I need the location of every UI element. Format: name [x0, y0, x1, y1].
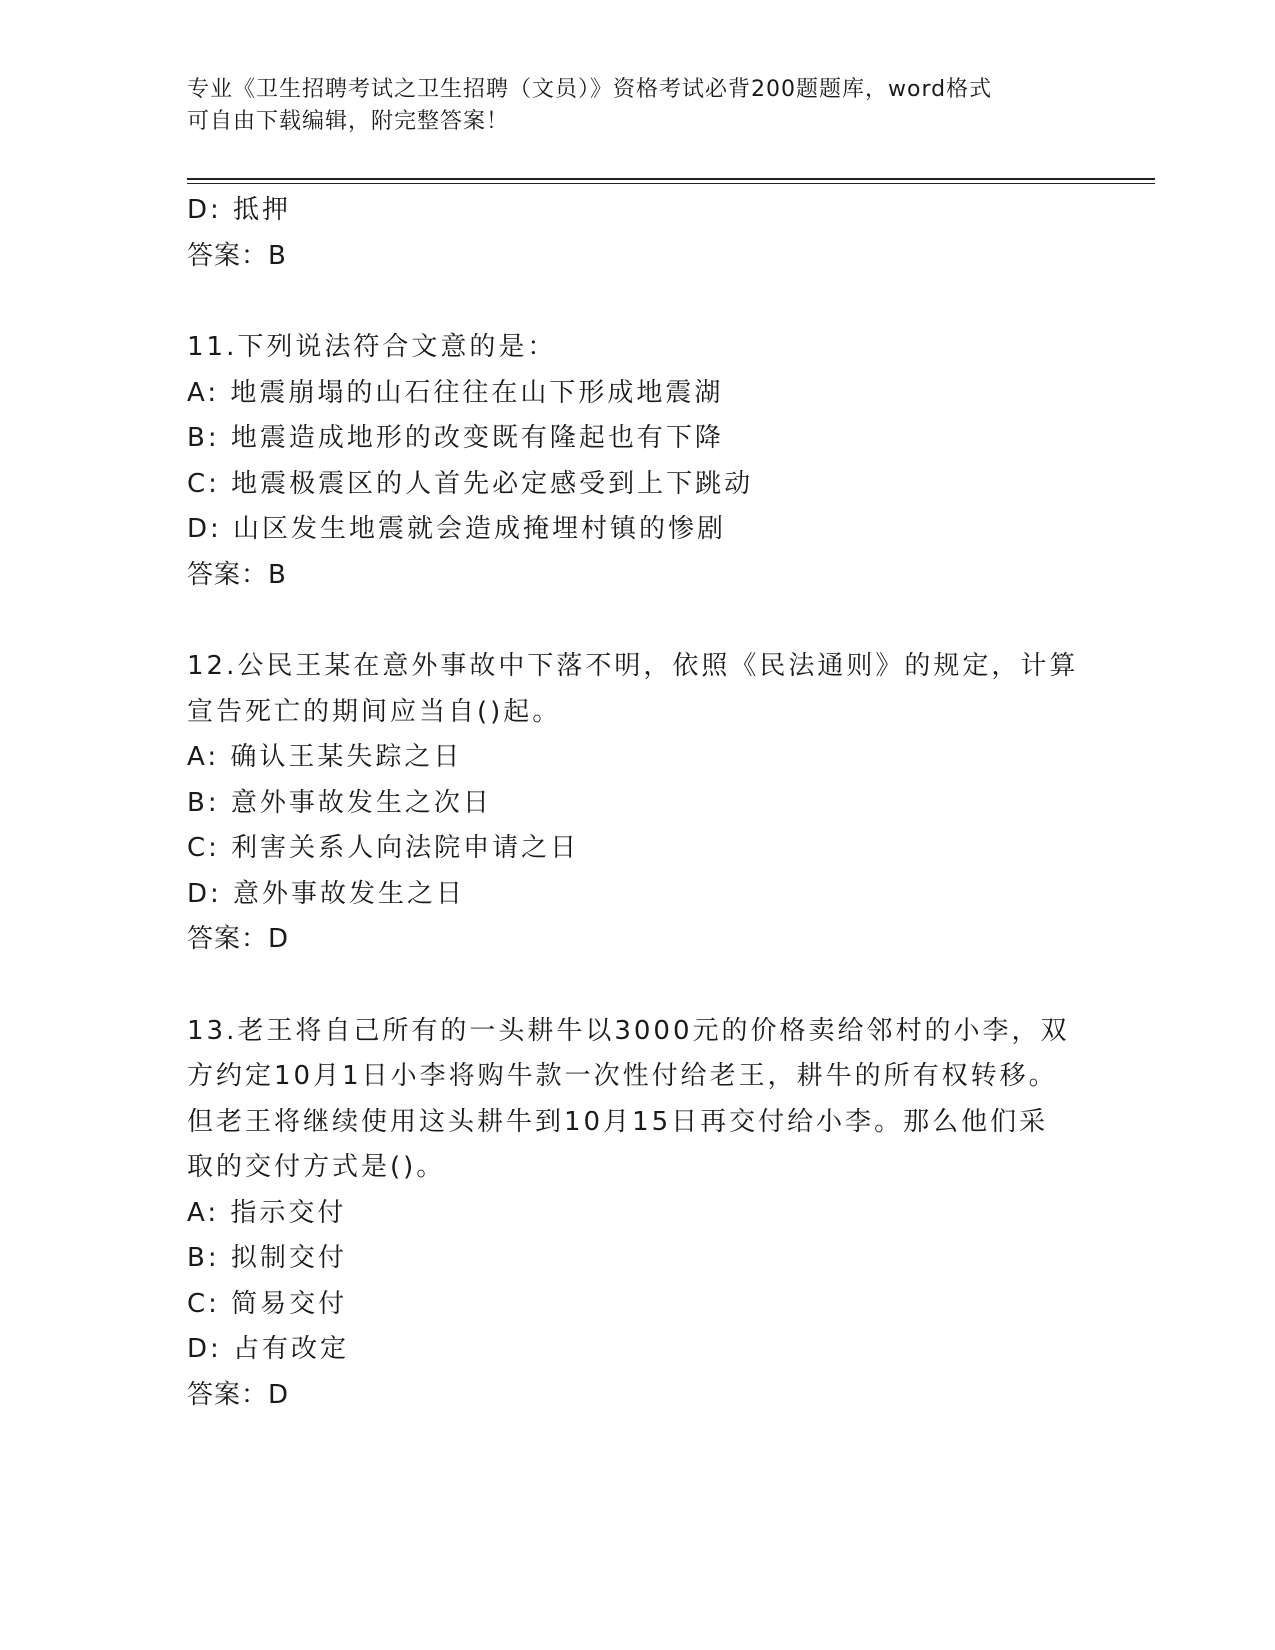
option-d: D: 山区发生地震就会造成掩埋村镇的惨剧	[187, 514, 727, 544]
spacer	[187, 279, 1087, 325]
answer: 答案：B	[187, 559, 287, 590]
option-b: B: 意外事故发生之次日	[187, 787, 492, 818]
option-a: A: 指示交付	[187, 1197, 347, 1228]
question-stem: 12.公民王某在意外事故中下落不明，依照《民法通则》的规定，计算	[187, 651, 1079, 681]
option-d: D: 意外事故发生之日	[187, 878, 466, 909]
question-13	[187, 1009, 1087, 1419]
option-b: B: 拟制交付	[187, 1243, 347, 1273]
question-10-tail	[187, 188, 1087, 279]
question-stem: 11.下列说法符合文意的是：	[187, 332, 557, 362]
option-a: A: 地震崩塌的山石往往在山下形成地震湖	[187, 377, 724, 408]
option-a: A: 确认王某失踪之日	[187, 742, 463, 772]
question-stem-cont: 但老王将继续使用这头耕牛到10月15日再交付给小李。那么他们采	[187, 1106, 1049, 1137]
question-12	[187, 644, 1087, 963]
question-11	[187, 325, 1087, 598]
document-body	[187, 188, 1087, 1418]
document-header	[187, 74, 1067, 138]
option-b: B: 地震造成地形的改变既有隆起也有下降	[187, 423, 724, 453]
header-rule-thin	[187, 183, 1155, 184]
question-stem-cont: 取的交付方式是()。	[187, 1152, 446, 1182]
option-c: C: 利害关系人向法院申请之日	[187, 833, 580, 863]
spacer	[187, 598, 1087, 644]
question-stem-cont: 方约定10月1日小李将购牛款一次性付给老王，耕牛的所有权转移。	[187, 1061, 1058, 1091]
header-line-1: 专业《卫生招聘考试之卫生招聘（文员）》资格考试必背200题题库，word格式	[187, 77, 993, 102]
option-c: C: 简易交付	[187, 1288, 348, 1319]
header-line-2: 可自由下载编辑，附完整答案！	[187, 109, 510, 134]
option-d: D: 抵押	[187, 195, 292, 225]
header-rule-thick	[187, 178, 1155, 180]
option-c: C: 地震极震区的人首先必定感受到上下跳动	[187, 468, 754, 499]
question-stem-cont: 宣告死亡的期间应当自()起。	[187, 696, 562, 727]
answer: 答案：B	[187, 240, 287, 271]
option-d: D: 占有改定	[187, 1334, 350, 1364]
answer: 答案：D	[187, 1379, 290, 1410]
spacer	[187, 963, 1087, 1009]
answer: 答案：D	[187, 924, 290, 954]
question-stem: 13.老王将自己所有的一头耕牛以3000元的价格卖给邻村的小李，双	[187, 1015, 1070, 1046]
